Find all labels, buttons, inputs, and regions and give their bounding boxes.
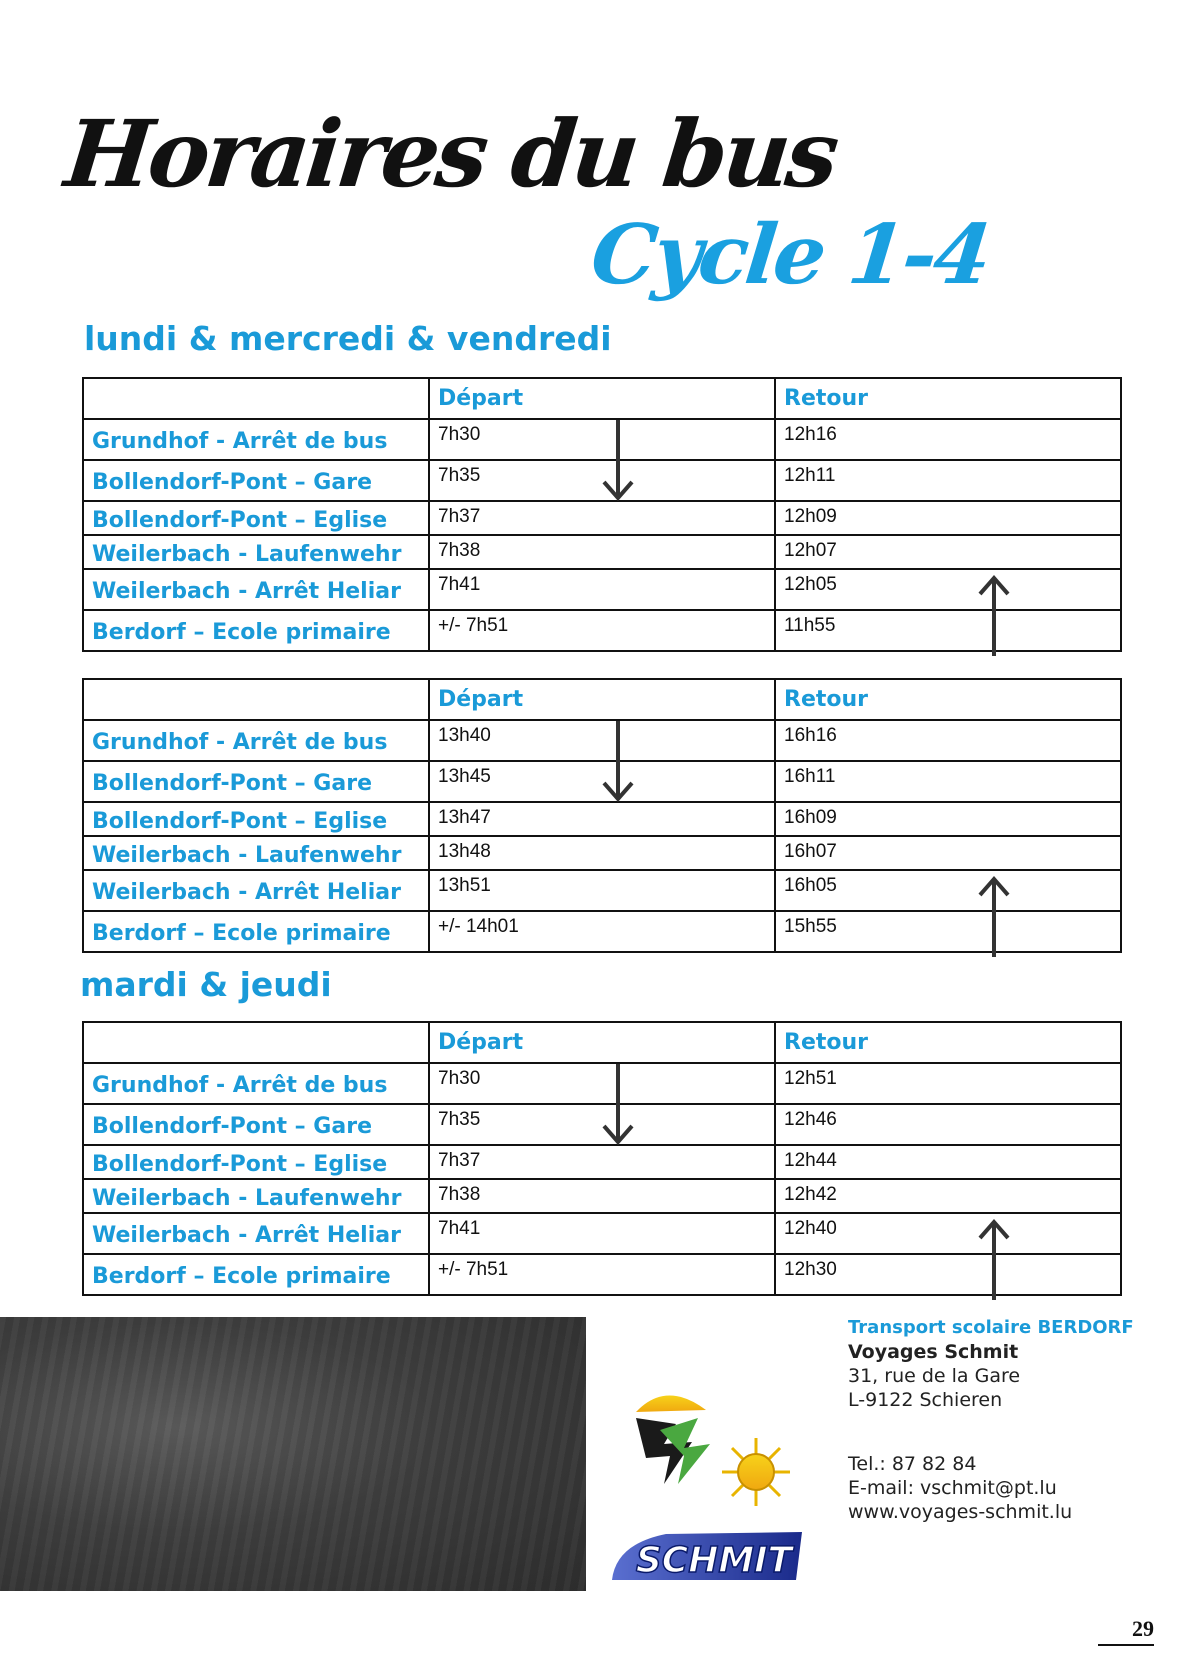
- chalkboard-image: [0, 1317, 586, 1591]
- contact-name: Voyages Schmit: [848, 1341, 1019, 1363]
- depart-time: 13h48: [429, 836, 775, 870]
- table-row: [83, 802, 1121, 836]
- arrow-up-icon: [976, 1216, 1012, 1302]
- depart-time: +/- 7h51: [429, 610, 775, 651]
- table-row: [83, 870, 1121, 911]
- depart-time: 7h35: [429, 1104, 775, 1145]
- table-header-row: [83, 1022, 1121, 1063]
- retour-time: 16h05: [775, 870, 1121, 911]
- table-row: [83, 1063, 1121, 1104]
- retour-time: 12h42: [775, 1179, 1121, 1213]
- arrow-down-icon: [600, 418, 636, 504]
- table-header-row: [83, 679, 1121, 720]
- schmit-logo: [606, 1384, 806, 1584]
- retour-time: 12h40: [775, 1213, 1121, 1254]
- table-row: [83, 720, 1121, 761]
- retour-time: 12h05: [775, 569, 1121, 610]
- stop-name: Bollendorf-Pont – Eglise: [83, 1145, 429, 1179]
- table-row: [83, 569, 1121, 610]
- retour-time: 12h51: [775, 1063, 1121, 1104]
- depart-time: 7h38: [429, 535, 775, 569]
- depart-time: 7h30: [429, 1063, 775, 1104]
- depart-time: 13h51: [429, 870, 775, 911]
- contact-block: [848, 1316, 1168, 1524]
- table-row: [83, 911, 1121, 952]
- depart-time: 13h40: [429, 720, 775, 761]
- stop-name: Weilerbach - Arrêt Heliar: [83, 870, 429, 911]
- stop-name: Grundhof - Arrêt de bus: [83, 720, 429, 761]
- header-stop: [83, 679, 429, 720]
- retour-time: 12h09: [775, 501, 1121, 535]
- depart-time: 7h37: [429, 501, 775, 535]
- table-row: [83, 501, 1121, 535]
- depart-time: 7h38: [429, 1179, 775, 1213]
- stop-name: Bollendorf-Pont – Gare: [83, 1104, 429, 1145]
- header-stop: [83, 378, 429, 419]
- table-row: [83, 419, 1121, 460]
- header-retour: Retour: [775, 378, 1121, 419]
- schedule-table-morning-mwf: [82, 377, 1122, 652]
- day-heading-mon-wed-fri: lundi & mercredi & vendredi: [84, 319, 612, 358]
- stop-name: Bollendorf-Pont – Gare: [83, 460, 429, 501]
- page-subtitle: Cycle 1-4: [586, 207, 993, 303]
- arrow-down-icon: [600, 1062, 636, 1148]
- stop-name: Bollendorf-Pont – Eglise: [83, 802, 429, 836]
- arrow-up-icon: [976, 572, 1012, 658]
- depart-time: 13h47: [429, 802, 775, 836]
- retour-time: 12h16: [775, 419, 1121, 460]
- table-row: [83, 535, 1121, 569]
- stop-name: Berdorf – Ecole primaire: [83, 1254, 429, 1295]
- header-depart: Départ: [429, 378, 775, 419]
- logo-text: SCHMIT: [635, 1540, 793, 1581]
- retour-time: 12h30: [775, 1254, 1121, 1295]
- depart-time: 7h37: [429, 1145, 775, 1179]
- retour-time: 16h07: [775, 836, 1121, 870]
- retour-time: 16h16: [775, 720, 1121, 761]
- stop-name: Weilerbach - Arrêt Heliar: [83, 569, 429, 610]
- retour-time: 16h11: [775, 761, 1121, 802]
- stop-name: Weilerbach - Laufenwehr: [83, 836, 429, 870]
- contact-city: L-9122 Schieren: [848, 1389, 1003, 1411]
- contact-email: E-mail: vschmit@pt.lu: [848, 1477, 1057, 1499]
- depart-time: 7h35: [429, 460, 775, 501]
- depart-time: 7h41: [429, 569, 775, 610]
- contact-org: Transport scolaire BERDORF: [848, 1317, 1134, 1338]
- depart-time: 7h41: [429, 1213, 775, 1254]
- header-retour: Retour: [775, 679, 1121, 720]
- arrow-down-icon: [600, 719, 636, 805]
- retour-time: 12h11: [775, 460, 1121, 501]
- table-row: [83, 1179, 1121, 1213]
- depart-time: 13h45: [429, 761, 775, 802]
- contact-tel: Tel.: 87 82 84: [848, 1453, 977, 1475]
- table-row: [83, 610, 1121, 651]
- table-row: [83, 1213, 1121, 1254]
- retour-time: 11h55: [775, 610, 1121, 651]
- stop-name: Weilerbach - Laufenwehr: [83, 1179, 429, 1213]
- schedule-table-tue-thu: [82, 1021, 1122, 1296]
- day-heading-tue-thu: mardi & jeudi: [80, 965, 332, 1004]
- stop-name: Berdorf – Ecole primaire: [83, 911, 429, 952]
- header-retour: Retour: [775, 1022, 1121, 1063]
- stop-name: Weilerbach - Laufenwehr: [83, 535, 429, 569]
- depart-time: +/- 7h51: [429, 1254, 775, 1295]
- retour-time: 15h55: [775, 911, 1121, 952]
- page-number: 29: [1098, 1616, 1154, 1646]
- contact-web: www.voyages-schmit.lu: [848, 1501, 1073, 1523]
- stop-name: Berdorf – Ecole primaire: [83, 610, 429, 651]
- contact-street: 31, rue de la Gare: [848, 1365, 1021, 1387]
- stop-name: Grundhof - Arrêt de bus: [83, 1063, 429, 1104]
- table-row: [83, 1145, 1121, 1179]
- header-depart: Départ: [429, 679, 775, 720]
- retour-time: 16h09: [775, 802, 1121, 836]
- retour-time: 12h44: [775, 1145, 1121, 1179]
- stop-name: Bollendorf-Pont – Eglise: [83, 501, 429, 535]
- depart-time: 7h30: [429, 419, 775, 460]
- arrow-up-icon: [976, 873, 1012, 959]
- table-header-row: [83, 378, 1121, 419]
- page-title: Horaires du bus: [60, 100, 841, 208]
- depart-time: +/- 14h01: [429, 911, 775, 952]
- retour-time: 12h46: [775, 1104, 1121, 1145]
- table-row: [83, 836, 1121, 870]
- table-row: [83, 1254, 1121, 1295]
- header-depart: Départ: [429, 1022, 775, 1063]
- stop-name: Grundhof - Arrêt de bus: [83, 419, 429, 460]
- stop-name: Bollendorf-Pont – Gare: [83, 761, 429, 802]
- schedule-table-afternoon-mwf: [82, 678, 1122, 953]
- header-stop: [83, 1022, 429, 1063]
- retour-time: 12h07: [775, 535, 1121, 569]
- stop-name: Weilerbach - Arrêt Heliar: [83, 1213, 429, 1254]
